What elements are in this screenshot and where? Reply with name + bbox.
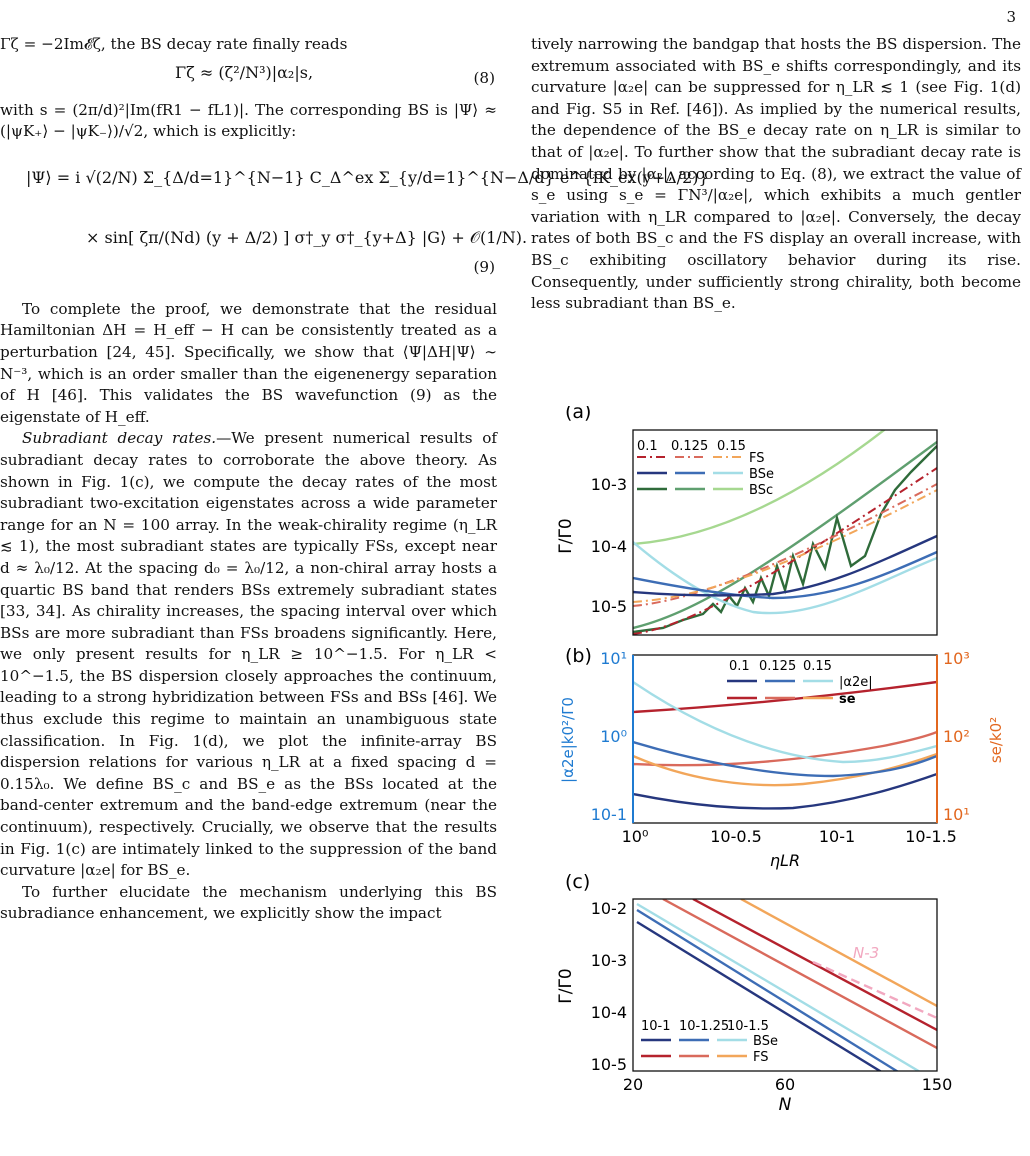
- equation-line: × sin[ ζπ/(Nd) (y + Δ/2) ] σ†_y σ†_{y+Δ} |G⟩ + 𝒪(1/N).: [86, 227, 528, 247]
- slope-annotation: N-3: [853, 944, 880, 962]
- paragraph-body: —We present numerical results of subradiant decay rates to corroborate the above theory. As shown in Fig. 1(c), we compute the decay rates of the most subradiant two-excitation eigenstates across a wide parameter range for an N = 100 array. In the weak-chirality regime (η_LR ≲ 1), the most subradiant states are typically FSs, except near d ≈ λ₀/12. At the spacing d₀ = λ₀/12, a non-chiral array hosts a quartic BS band that renders BSs extremely subradiant states [33, 34]. As chirality increases, the spacing interval over which BSs are more subradiant than FSs broadens significantly. Here, we only present results for η_LR ≥ 10^−1.5. For η_LR < 10^−1.5, the BS dispersion closely approaches the continuum, leading to a strong hybridization between FSs and BSs [46]. We thus exclude this regime to maintain an unambiguous state classification. In Fig. 1(d), we plot the infinite-array BS dispersion relations for various η_LR at a fixed spacing d = 0.15λ₀. We define BS_c and BS_e as the BSs located at the band-center extremum and the band-edge extremum (near the continuum), respectively. Crucially, we observe that the results in Fig. 1(c) are intimately linked to the suppression of the band curvature |α₂e| for BS_e.: [0, 429, 497, 880]
- legend-series: BSc: [749, 483, 774, 498]
- paragraph: tively narrowing the bandgap that hosts the BS dispersion. The extremum associated with BS_e shifts correspondingly, and its curvature |α₂e| can be suppressed for η_LR ≲ 1 (see Fig. 1(d) and Fig. S5 in Ref. [46]). As implied by the numerical results, the dependence of the BS_e decay rate on η_LR is similar to that of |α₂e|. To further show that the subradiant decay rate is dominated by |α₂|, according to Eq. (8), we extract the value of s_e using s_e = ΓN³/|α₂e|, which exhibits a much gentler variation with η_LR compared to |α₂e|. Conversely, the decay rates of both BS_c and the FS display an overall increase, with BS_c exhibiting oscillatory behavior during its rise. Consequently, under sufficiently strong chirality, both become less subradiant than BS_e.: [531, 35, 1021, 313]
- x-tick: 10-1.5: [905, 827, 957, 846]
- series-se-0125: [633, 732, 937, 765]
- paragraph: with s = (2π/d)²|Im(fR1 − fL1)|. The corresponding BS is |Ψ⟩ ≈ (|ψK₊⟩ − |ψK₋⟩)/√2, which is explicitly:: [0, 100, 497, 141]
- panel-a-label: (a): [565, 406, 592, 423]
- legend-param: 0.15: [717, 439, 746, 454]
- y-axis-label-left: |α2e|k0²/Γ0: [559, 697, 577, 783]
- paragraph: Γζ = −2Im𝓔ζ, the BS decay rate finally reads: [0, 35, 348, 53]
- panel-b-label: (b): [565, 645, 592, 667]
- y-tick: 10-4: [590, 1003, 627, 1022]
- equation-8: [0, 56, 497, 100]
- paragraph-heading: Subradiant decay rates.: [22, 429, 217, 448]
- panel-a-axes: [633, 430, 937, 635]
- page-number: 3: [1006, 8, 1016, 26]
- y-tick-right: 10³: [943, 649, 970, 668]
- y-axis-label: Γ/Γ0: [556, 518, 576, 554]
- legend-param: 0.1: [637, 439, 658, 454]
- y-tick-right: 10¹: [943, 805, 970, 824]
- series-fs-c: [741, 899, 937, 1006]
- figure-svg: [553, 406, 1023, 1126]
- legend-series: BSe: [749, 467, 774, 482]
- series-bsc-0125: [633, 442, 937, 628]
- paragraph: To complete the proof, we demonstrate that the residual Hamiltonian ΔH = H_eff − H can be consistently treated as a perturbation [24, 45]. Specifically, we show that ⟨Ψ|ΔH|Ψ⟩ ∼ N⁻³, which is an order smaller than the eigenenergy separation of H [46]. This validates the BS wavefunction (9) as the eigenstate of H_eff.: [0, 299, 497, 426]
- equation-number: (9): [473, 257, 495, 276]
- y-tick: 10-5: [590, 1055, 627, 1074]
- series-alpha-015: [633, 682, 937, 762]
- x-tick: 60: [774, 1075, 796, 1094]
- y-tick-left: 10-1: [590, 805, 627, 824]
- paragraph: To further elucidate the mechanism underlying this BS subradiance enhancement, we explicitly show the impact: [0, 882, 497, 923]
- legend-a: [637, 439, 774, 498]
- equation-line: |Ψ⟩ = i √(2/N) Σ_{Δ/d=1}^{N−1} C_Δ^ex Σ_{y/d=1}^{N−Δ/d} e^{iK_ex(y+Δ/2)}: [26, 167, 709, 187]
- y-tick-right: 10²: [943, 727, 970, 746]
- figure-1: [553, 406, 1023, 1126]
- x-tick: 20: [622, 1075, 644, 1094]
- legend-param: 10-1.5: [727, 1019, 769, 1034]
- x-tick: 150: [921, 1075, 953, 1094]
- panel-c-axes: [633, 899, 937, 1071]
- x-axis-label: N: [778, 1095, 792, 1115]
- y-tick-left: 10¹: [600, 649, 627, 668]
- legend-series: se: [839, 692, 856, 707]
- y-tick: 10-3: [590, 475, 627, 494]
- legend-param: 10-1: [641, 1019, 671, 1034]
- right-column: [531, 34, 1021, 315]
- y-axis-label-right: se/k0²: [987, 716, 1005, 764]
- equation-body: Γζ ≈ (ζ²/N³)|α₂|s,: [175, 62, 314, 82]
- x-axis-label: ηLR: [769, 851, 801, 870]
- equation-number: (8): [473, 68, 495, 87]
- legend-series: BSe: [753, 1034, 778, 1049]
- series-bse-015: [633, 542, 937, 613]
- series-bse-b: [637, 910, 937, 1096]
- panel-c-label: (c): [565, 871, 591, 893]
- legend-param: 0.125: [671, 439, 709, 454]
- legend-series: FS: [753, 1050, 769, 1065]
- y-axis-label: Γ/Γ0: [556, 968, 576, 1004]
- legend-param: 0.15: [803, 659, 832, 674]
- y-tick: 10-5: [590, 597, 627, 616]
- paragraph: [0, 428, 497, 881]
- legend-param: 0.125: [759, 659, 797, 674]
- y-tick: 10-3: [590, 951, 627, 970]
- legend-c: [641, 1019, 778, 1065]
- y-tick: 10-2: [590, 899, 627, 918]
- y-tick-left: 10⁰: [600, 727, 627, 746]
- x-tick: 10-0.5: [710, 827, 762, 846]
- legend-series: FS: [749, 451, 765, 466]
- legend-b: [727, 659, 873, 707]
- legend-param: 0.1: [729, 659, 750, 674]
- equation-9: [0, 153, 709, 285]
- x-tick: 10⁰: [621, 827, 649, 846]
- series-alpha-01: [633, 774, 937, 808]
- y-tick: 10-4: [590, 537, 627, 556]
- legend-param: 10-1.25: [679, 1019, 730, 1034]
- x-tick: 10-1: [818, 827, 856, 846]
- legend-series: |α2e|: [839, 675, 873, 690]
